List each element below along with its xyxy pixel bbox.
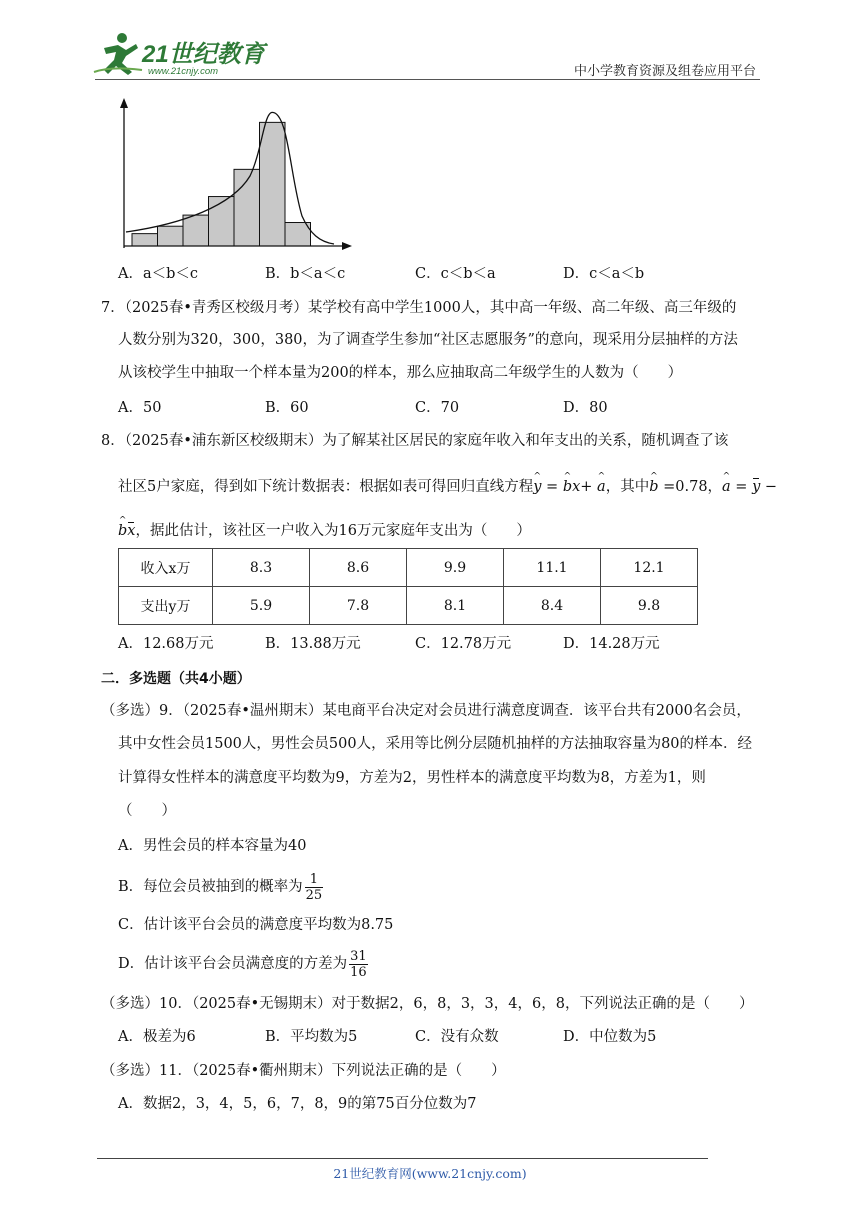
table-row (119, 587, 698, 625)
histogram-bar (158, 226, 184, 246)
table-cell: 9.9 (407, 549, 504, 587)
table-cell: 5.9 (213, 587, 310, 625)
q6-option-a[interactable]: A．a＜b＜c (118, 266, 199, 282)
q10-option-b[interactable]: B．平均数为5 (265, 1029, 358, 1045)
table-cell: 9.8 (601, 587, 698, 625)
q11-line: （多选）11．（2025春•衢州期末）下列说法正确的是（ ） (101, 1063, 506, 1079)
q10-line: （多选）10．（2025春•无锡期末）对于数据2，6，8，3，3，4，6，8，下列说法正确的是（ ） (101, 996, 754, 1012)
q9-line-4: （ ） (118, 803, 176, 819)
q9-option-a[interactable]: A．男性会员的样本容量为40 (118, 838, 307, 854)
table-cell: 11.1 (504, 549, 601, 587)
table-header-cell: 收入x万 (119, 549, 213, 587)
q8-line-1: 8．（2025春•浦东新区校级期末）为了解某社区居民的家庭年收入和年支出的关系，随机调查了该 (101, 433, 729, 449)
table-cell: 8.3 (213, 549, 310, 587)
histogram-chart (112, 96, 357, 252)
table-row (119, 549, 698, 587)
q7-line-3: 从该校学生中抽取一个样本量为200的样本，那么应抽取高二年级学生的人数为（ ） (118, 365, 683, 381)
q9-line-2: 其中女性会员1500人，男性会员500人，采用等比例分层随机抽样的方法抽取容量为80的样本．经 (118, 736, 753, 752)
q9-line-1: （多选）9．（2025春•温州期末）某电商平台决定对会员进行满意度调查．该平台共有2000名会员， (101, 703, 751, 719)
q6-option-c[interactable]: C．c＜b＜a (415, 266, 496, 282)
q10-option-a[interactable]: A．极差为6 (118, 1029, 196, 1045)
table-cell: 8.4 (504, 587, 601, 625)
logo-url: www.21cnjy.com (148, 66, 219, 77)
y-axis-arrow (120, 98, 128, 108)
table-cell: 7.8 (310, 587, 407, 625)
table-cell: 8.1 (407, 587, 504, 625)
footer-link[interactable]: 21世纪教育网(www.21cnjy.com) (333, 1166, 527, 1181)
q9-option-d[interactable]: D．估计该平台会员满意度的方差为 $\frac{31}{16}$ (118, 948, 367, 980)
q6-option-b[interactable]: B．b＜a＜c (265, 266, 346, 282)
q10-option-c[interactable]: C．没有众数 (415, 1029, 499, 1045)
q8-line-2: 社区5户家庭，得到如下统计数据表：根据如表可得回归直线方程^ y = ^ bx+ ^ a，其中^ b =0.78，^ a = y − (118, 477, 777, 497)
q8-option-b[interactable]: B．13.88万元 (265, 636, 361, 652)
histogram-bar (209, 197, 235, 246)
q8-option-c[interactable]: C．12.78万元 (415, 636, 512, 652)
q10-option-d[interactable]: D．中位数为5 (563, 1029, 657, 1045)
q7-option-b[interactable]: B．60 (265, 400, 309, 416)
histogram-bars (132, 122, 311, 246)
section-title: 二．多选题（共4小题） (101, 671, 251, 687)
q6-option-d[interactable]: D．c＜a＜b (563, 266, 645, 282)
footer-divider (97, 1158, 708, 1159)
table-cell: 12.1 (601, 549, 698, 587)
histogram-bar (183, 215, 209, 246)
table-cell: 8.6 (310, 549, 407, 587)
q9-line-3: 计算得女性样本的满意度平均数为9，方差为2，男性样本的满意度平均数为8，方差为1，则 (118, 770, 706, 786)
q7-option-d[interactable]: D．80 (563, 400, 608, 416)
histogram-bar (260, 122, 286, 246)
platform-name: 中小学教育资源及组卷应用平台 (573, 64, 756, 79)
fraction: $\frac{1}{25}$ (305, 871, 323, 903)
q8-option-a[interactable]: A．12.68万元 (118, 636, 214, 652)
q7-line-2: 人数分别为320，300，380，为了调查学生参加“社区志愿服务”的意向，现采用分层抽样的方法 (118, 332, 738, 348)
q8-line-3: ^ bx，据此估计，该社区一户收入为16万元家庭年支出为（ ） (118, 521, 531, 541)
x-axis-arrow (342, 242, 352, 250)
q11-option-a[interactable]: A．数据2，3，4，5，6，7，8，9的第75百分位数为7 (118, 1096, 477, 1112)
runner-logo-icon (92, 30, 144, 76)
histogram-bar (132, 234, 158, 246)
q8-option-d[interactable]: D．14.28万元 (563, 636, 660, 652)
fraction: $\frac{31}{16}$ (350, 948, 367, 980)
data-table (118, 548, 698, 625)
q7-option-a[interactable]: A．50 (118, 400, 162, 416)
q9-option-c[interactable]: C．估计该平台会员的满意度平均数为8.75 (118, 917, 394, 933)
logo-text: 21世纪教育 (142, 41, 265, 68)
header-divider (95, 79, 760, 80)
table-header-cell: 支出y万 (119, 587, 213, 625)
q7-line-1: 7．（2025春•青秀区校级月考）某学校有高中学生1000人，其中高一年级、高二年级、高三年级的 (101, 300, 737, 316)
q7-option-c[interactable]: C．70 (415, 400, 460, 416)
site-logo[interactable] (92, 30, 267, 80)
q9-option-b[interactable]: B．每位会员被抽到的概率为 $\frac{1}{25}$ (118, 871, 323, 903)
